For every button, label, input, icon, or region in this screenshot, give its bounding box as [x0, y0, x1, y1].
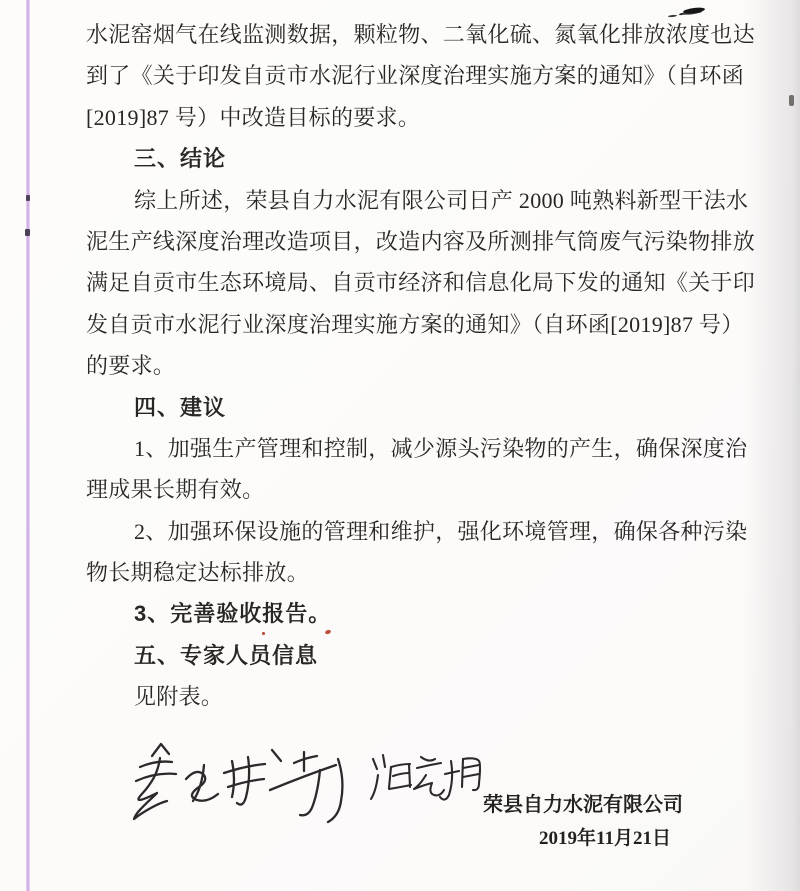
scan-speck — [25, 229, 30, 236]
scan-edge-mark — [789, 95, 794, 106]
section-heading: 三、结论 — [134, 146, 227, 172]
company-name: 荣县自力水泥有限公司 — [483, 794, 683, 816]
body-line: 满足自贡市生态环境局、自贡市经济和信息化局下发的通知《关于印 — [86, 270, 756, 296]
body-line: 发自贡市水泥行业深度治理实施方案的通知》（自环函[2019]87 号） — [86, 311, 744, 337]
scanner-streak-left — [26, 0, 30, 891]
handwritten-signature-right — [360, 746, 482, 810]
body-line: [2019]87 号）中改造目标的要求。 — [86, 104, 421, 130]
body-line: 2、加强环保设施的管理和维护，强化环境管理，确保各种污染 — [134, 518, 748, 544]
scan-speck — [26, 195, 30, 201]
body-line: 物长期稳定达标排放。 — [86, 560, 310, 586]
signature-date: 2019年11月21日 — [539, 828, 671, 849]
body-line: 见附表。 — [134, 684, 224, 710]
handwritten-signature-left — [124, 734, 356, 826]
document-body — [86, 14, 758, 718]
section-heading: 五、专家人员信息 — [134, 642, 319, 668]
body-line: 1、加强生产管理和控制，减少源头污染物的产生，确保深度治 — [134, 435, 748, 461]
section-heading: 四、建议 — [134, 394, 227, 420]
list-item-bold: 3、完善验收报告。 — [134, 601, 332, 627]
body-line: 的要求。 — [86, 353, 176, 379]
body-line: 到了《关于印发自贡市水泥行业深度治理实施方案的通知》（自环函 — [86, 63, 745, 89]
body-line: 泥生产线深度治理改造项目，改造内容及所测排气筒废气污染物排放 — [86, 228, 756, 254]
body-line: 水泥窑烟气在线监测数据，颗粒物、二氧化硫、氮氧化排放浓度也达 — [86, 22, 756, 47]
body-line: 综上所述，荣县自力水泥有限公司日产 2000 吨熟料新型干法水 — [134, 187, 749, 213]
body-line: 理成果长期有效。 — [86, 477, 265, 503]
